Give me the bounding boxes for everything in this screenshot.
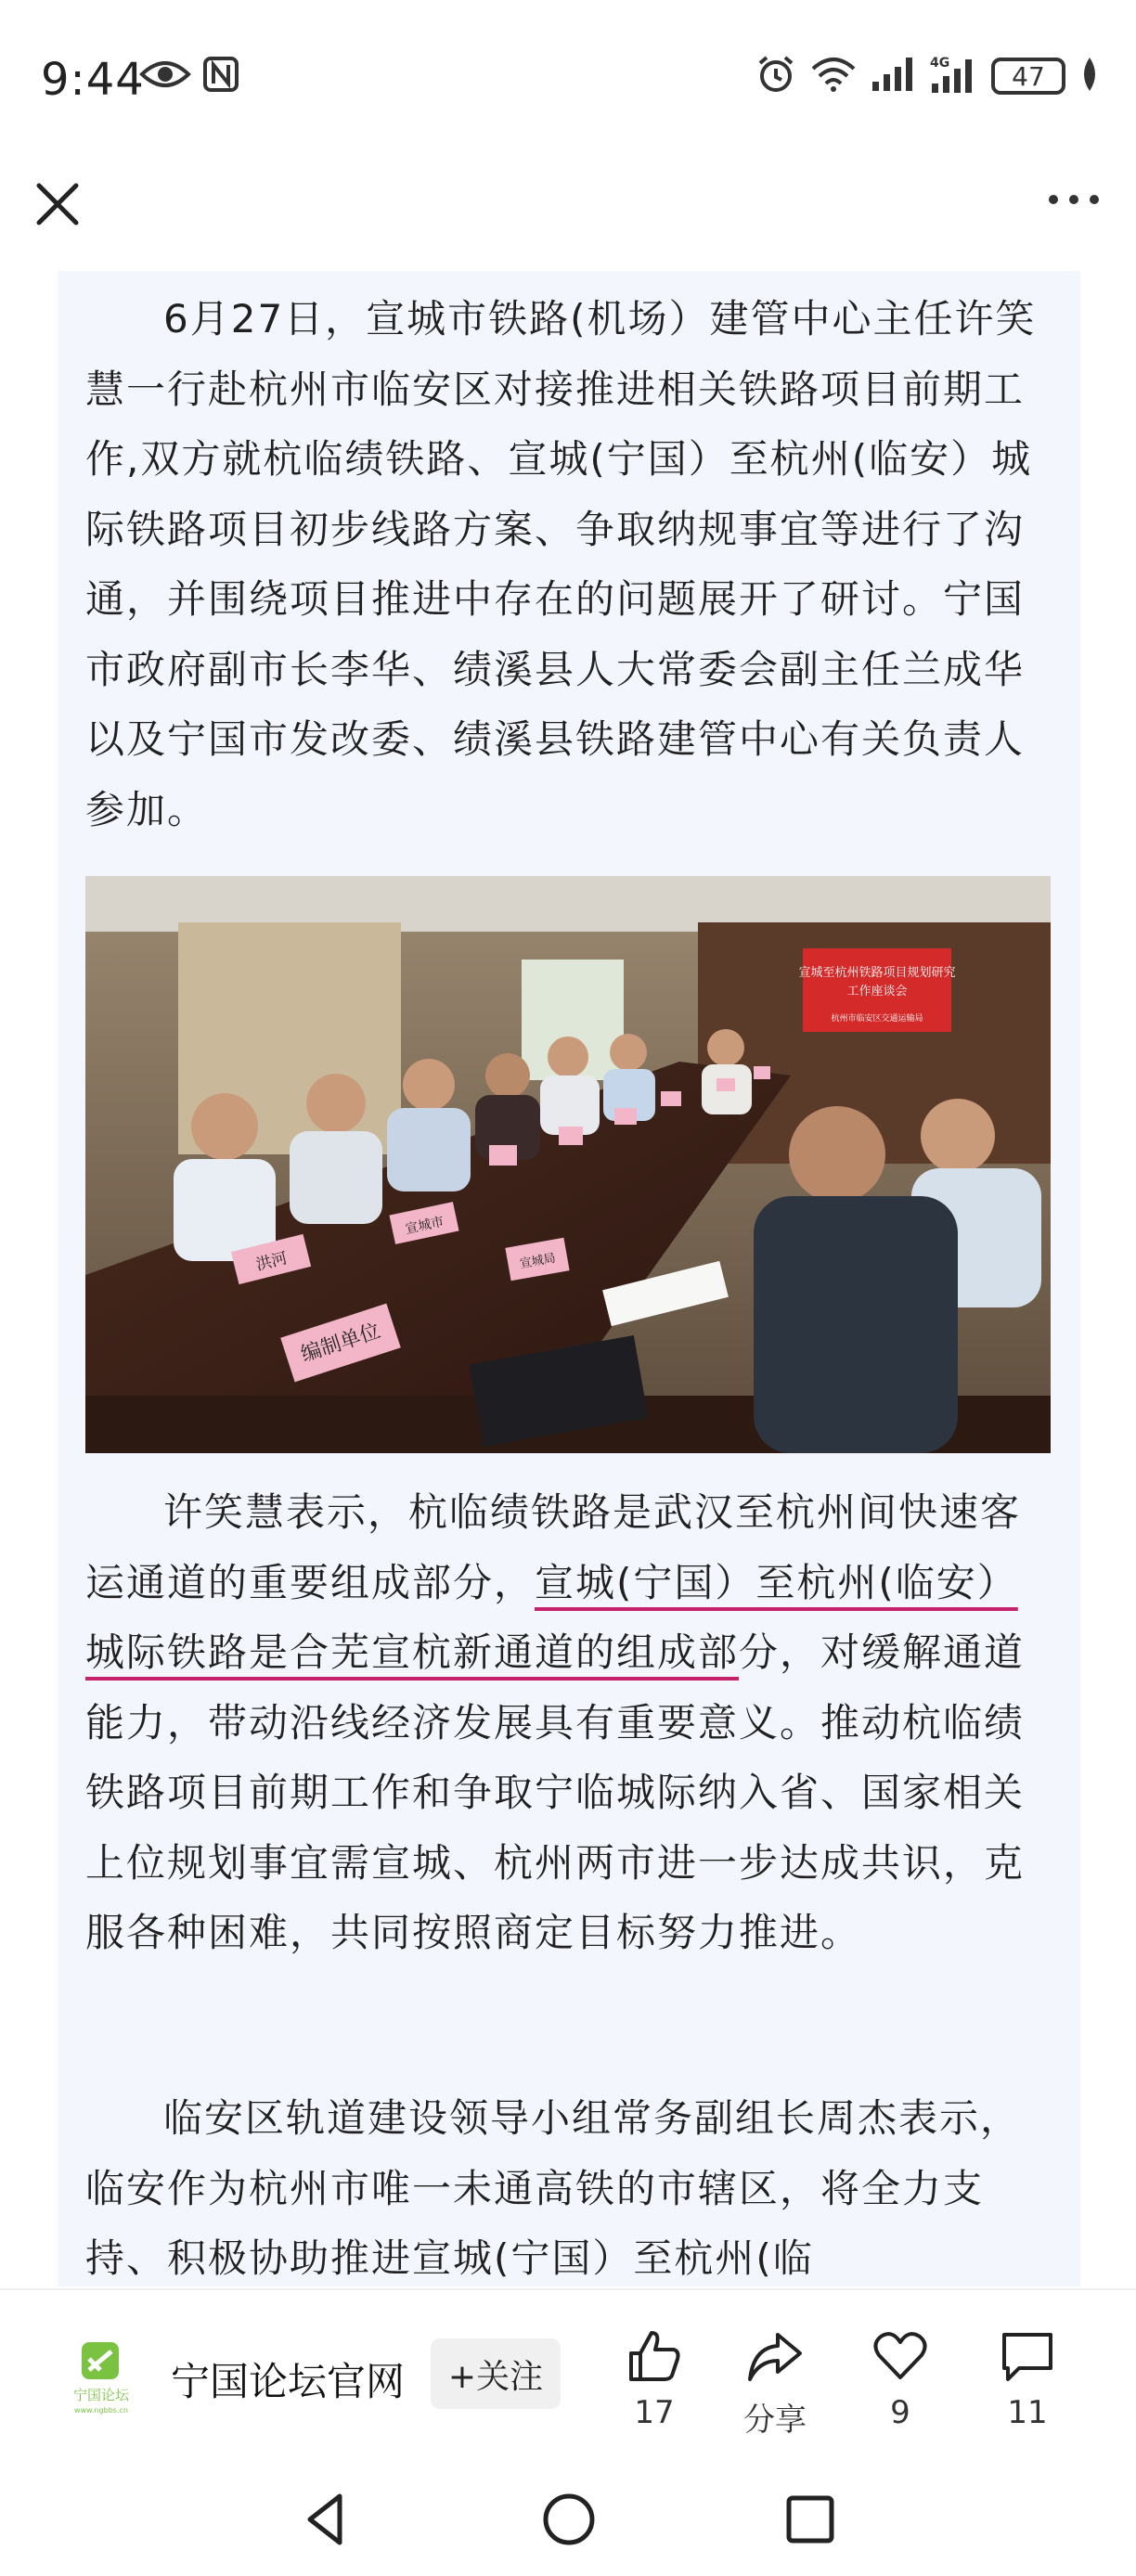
status-bar: [0, 0, 1136, 139]
source-name[interactable]: 宁国论坛官网: [171, 2359, 406, 2404]
svg-text:洪河: 洪河: [253, 1249, 290, 1275]
back-button[interactable]: [295, 2487, 360, 2552]
logo-url: www.ngbbs.cn: [74, 2406, 128, 2415]
battery-indicator: 47: [991, 58, 1065, 95]
wifi-icon: [809, 56, 858, 97]
comment-button[interactable]: [976, 2327, 1078, 2431]
like-count: 17: [634, 2394, 675, 2431]
leaf-icon: [1078, 56, 1101, 97]
paragraph-text: 分，对缓解通道能力，带动沿线经济发展具有重要意义。推动杭临绩铁路项目前期工作和争取宁临城际纳入省、国家相关上位规划事宜需宣城、杭州两市进一步达成共识，克服各种困难，共同按照商定目标努力推进。: [85, 1629, 1026, 1955]
favorite-button[interactable]: [849, 2327, 951, 2431]
alarm-icon: [755, 54, 796, 98]
more-options-button[interactable]: [1049, 195, 1099, 204]
svg-text:宣城市: 宣城市: [404, 1214, 445, 1238]
status-time: 9:44: [41, 54, 145, 106]
recents-square-icon: [778, 2487, 843, 2552]
like-button[interactable]: [603, 2327, 705, 2431]
home-circle-icon: [536, 2487, 601, 2552]
svg-text:工作座谈会: 工作座谈会: [846, 985, 908, 998]
eye-icon: [139, 56, 191, 97]
comment-count: 11: [1007, 2394, 1048, 2431]
logo-text: 宁国论坛: [72, 2387, 130, 2403]
close-icon: [30, 176, 85, 232]
meeting-photo: [85, 876, 1051, 1453]
system-navigation-bar: [0, 2465, 1136, 2576]
meeting-banner: [798, 948, 955, 1032]
svg-text:宣城局: 宣城局: [518, 1251, 557, 1272]
home-button[interactable]: [536, 2487, 601, 2552]
heart-icon: [871, 2327, 929, 2385]
more-dot: [1090, 195, 1099, 204]
svg-text:编制单位: 编制单位: [298, 1319, 383, 1367]
share-icon: [746, 2327, 804, 2385]
recents-button[interactable]: [778, 2487, 843, 2552]
more-dot: [1069, 195, 1078, 204]
back-triangle-icon: [295, 2487, 360, 2552]
svg-text:4G: 4G: [930, 56, 950, 71]
article-paragraph: 6月27日，宣城市铁路(机场）建管中心主任许笑慧一行赴杭州市临安区对接推进相关铁路项目前期工作,双方就杭临绩铁路、宣城(宁国）至杭州(临安）城际铁路项目初步线路方案、争取纳规事宜等进行了沟通，并围绕项目推进中存在的问题展开了研讨。宁国市政府副市长李华、绩溪县人大常委会副主任兰成华以及宁国市发改委、绩溪县铁路建管中心有关负责人参加。: [85, 296, 1037, 832]
more-dot: [1049, 195, 1058, 204]
paragraph-text: 许笑慧表示，杭临绩铁路是武汉至杭州间快速客运通道的重要组成部分，: [85, 1489, 1022, 1605]
svg-text:杭州市临安区交通运输局: 杭州市临安区交通运输局: [831, 1014, 923, 1024]
favorite-count: 9: [890, 2394, 910, 2431]
thumbs-up-icon: [626, 2327, 683, 2385]
follow-button[interactable]: +关注: [431, 2338, 561, 2409]
article-action-bar: [0, 2288, 1136, 2467]
article-content: [58, 271, 1080, 2286]
close-button[interactable]: [30, 176, 85, 232]
signal-4g-icon: [928, 54, 978, 98]
svg-text:宣城至杭州铁路项目规划研究: 宣城至杭州铁路项目规划研究: [798, 966, 956, 980]
share-label: 分享: [743, 2402, 807, 2439]
source-logo[interactable]: [61, 2338, 141, 2418]
nfc-icon: [202, 56, 239, 97]
highlighted-text: 宣城(宁国）至杭州(临安）城际铁路是合芜宣杭新通道的组成部: [85, 1559, 1018, 1675]
article-paragraph: 临安区轨道建设领导小组常务副组长周杰表示，临安作为杭州市唯一未通高铁的市辖区，将全力支持、积极协助推进宣城(宁国）至杭州(临: [85, 2095, 1022, 2281]
share-button[interactable]: [724, 2327, 826, 2440]
signal-icon: [871, 56, 915, 97]
article-paragraph: [85, 1477, 1051, 1968]
comment-icon: [999, 2327, 1056, 2385]
